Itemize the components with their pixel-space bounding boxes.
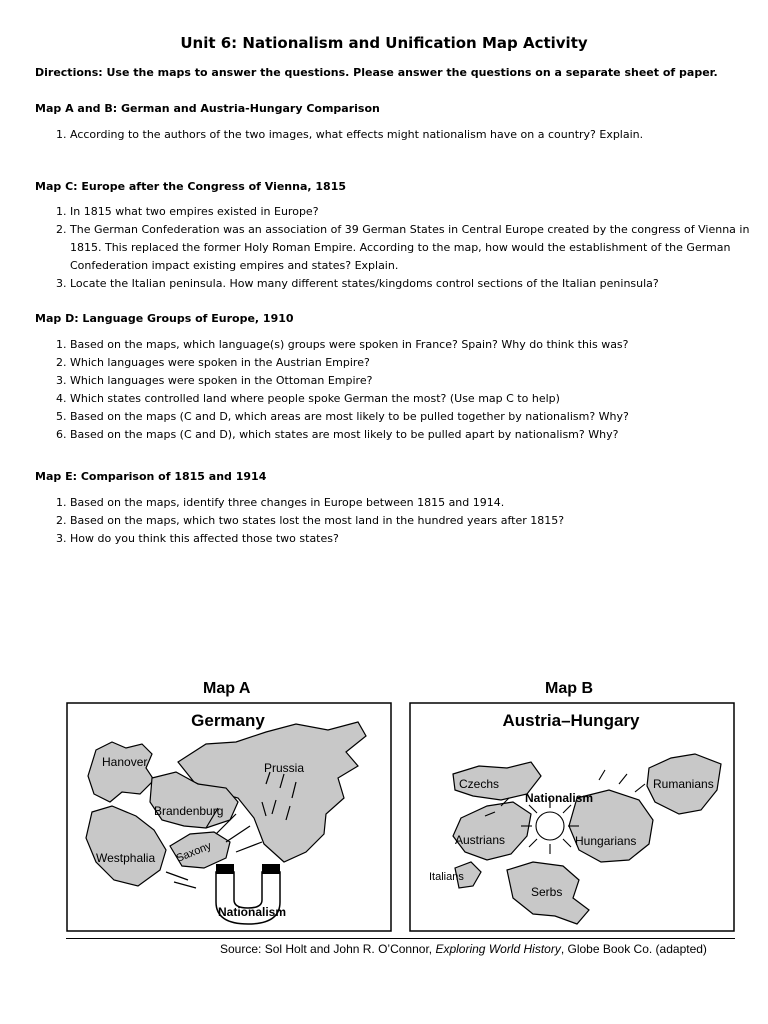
question-item: 3. How do you think this affected those two states?: [70, 530, 768, 548]
region-label-rumanians: Rumanians: [653, 777, 714, 791]
region-label-hanover: Hanover: [102, 755, 148, 769]
source-prefix: Source: Sol Holt and John R. O’Connor,: [220, 942, 436, 956]
question-item: 2. Which languages were spoken in the Austrian Empire?: [70, 354, 768, 372]
map-b-title: Austria–Hungary: [502, 711, 640, 730]
region-label-westphalia: Westphalia: [96, 851, 156, 865]
source-rule: [66, 938, 735, 939]
section-heading-map-d: Map D: Language Groups of Europe, 1910: [35, 312, 294, 325]
magnet-pole-right: [262, 864, 280, 874]
region-label-hungarians: Hungarians: [575, 834, 637, 848]
question-item: 1. Based on the maps, identify three changes in Europe between 1815 and 1914.: [70, 494, 768, 512]
maps-figure: [0, 670, 768, 1024]
page-title: Unit 6: Nationalism and Unification Map Activity: [180, 34, 588, 52]
question-item: 1. In 1815 what two empires existed in Europe?: [70, 203, 768, 221]
region-label-prussia: Prussia: [264, 761, 305, 775]
section-heading-map-ab: Map A and B: German and Austria-Hungary Comparison: [35, 102, 380, 115]
question-item: 1. Based on the maps, which language(s) groups were spoken in France? Spain? Why do think this was?: [70, 336, 768, 354]
map-a-force-label: Nationalism: [217, 905, 287, 919]
question-item: 2. Based on the maps, which two states lost the most land in the hundred years after 1815?: [70, 512, 768, 530]
source-credit: [220, 942, 707, 956]
question-item: 3. Locate the Italian peninsula. How many different states/kingdoms control sections of the Italian peninsula?: [70, 275, 768, 293]
map-b-label: Map B: [545, 680, 593, 697]
question-list-map-d: [35, 336, 768, 444]
question-item: 6. Based on the maps (C and D), which states are most likely to be pulled apart by nationalism? Why?: [70, 426, 768, 444]
question-item: 1. According to the authors of the two images, what effects might nationalism have on a country? Explain.: [70, 126, 768, 144]
region-label-saxony: Saxony: [174, 839, 214, 865]
question-item: 4. Which states controlled land where people spoke German the most? (Use map C to help): [70, 390, 768, 408]
section-heading-map-c: Map C: Europe after the Congress of Vienna, 1815: [35, 180, 347, 193]
directions-text: Directions: Use the maps to answer the questions. Please answer the questions on a separate sheet of paper.: [35, 66, 718, 79]
region-label-austrians: Austrians: [455, 833, 506, 847]
question-list-map-e: [35, 494, 768, 548]
question-list-map-ab: [35, 126, 768, 144]
question-item: 2. The German Confederation was an association of 39 German States in Central Europe created by the congress of Vienna in 1815. This replaced the former Holy Roman Empire. According to the map, how would the establishment of the German Confederation impact existing empires and states? Explain.: [70, 221, 768, 275]
section-heading-map-e: Map E: Comparison of 1815 and 1914: [35, 470, 267, 483]
map-a-germany: [66, 702, 392, 932]
question-item: 3. Which languages were spoken in the Ottoman Empire?: [70, 372, 768, 390]
map-a-label: Map A: [203, 680, 251, 697]
map-b-force-label: Nationalism: [524, 791, 594, 805]
region-label-brandenburg: Brandenburg: [154, 804, 224, 818]
question-item: 5. Based on the maps (C and D, which areas are most likely to be pulled together by nationalism? Why?: [70, 408, 768, 426]
source-suffix: , Globe Book Co. (adapted): [560, 942, 707, 956]
region-label-serbs: Serbs: [531, 885, 563, 899]
region-label-czechs: Czechs: [459, 777, 500, 791]
map-a-title: Germany: [191, 711, 265, 730]
region-label-italians: Italians: [429, 871, 464, 883]
source-work-title: Exploring World History: [435, 942, 561, 956]
question-list-map-c: [35, 203, 768, 293]
magnet-pole-left: [216, 864, 234, 874]
map-b-austria-hungary: [409, 702, 735, 932]
